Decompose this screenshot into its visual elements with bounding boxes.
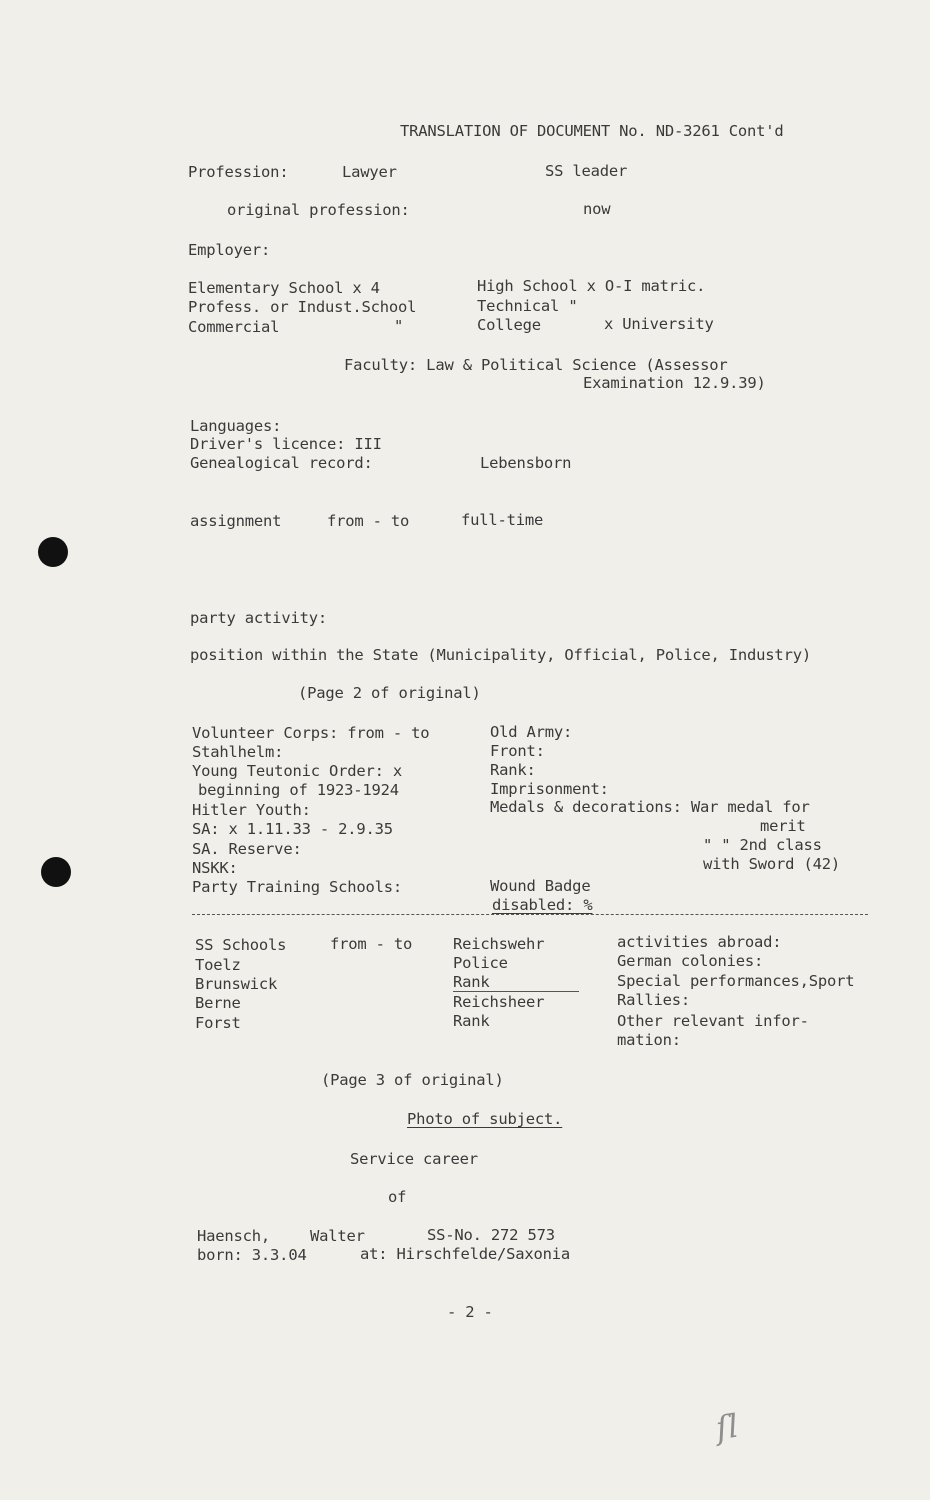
reichsheer-label: Reichsheer (453, 993, 545, 1011)
subject-surname: Haensch, (197, 1227, 271, 1245)
genealogical-value: Lebensborn (480, 454, 572, 472)
rank: Rank: (490, 761, 536, 779)
german-colonies: German colonies: (617, 952, 764, 970)
rank-rule (453, 991, 579, 992)
police-label: Police (453, 954, 508, 972)
front: Front: (490, 742, 545, 760)
medals-decorations: Medals & decorations: War medal for (490, 798, 810, 816)
position-within-state: position within the State (Municipality, Official, Police, Industry) (190, 646, 811, 664)
profession-value: Lawyer (342, 163, 397, 181)
languages-label: Languages: (190, 417, 282, 435)
page-3-marker: (Page 3 of original) (321, 1071, 504, 1089)
hitler-youth: Hitler Youth: (192, 801, 311, 819)
rank-label: Rank (453, 1012, 490, 1030)
faculty-line-1: Faculty: Law & Political Science (Assessor (344, 356, 728, 374)
drivers-licence: Driver's licence: III (190, 435, 382, 453)
medal-with-sword: with Sword (42) (703, 855, 840, 873)
subject-born: born: 3.3.04 (197, 1246, 307, 1264)
ss-schools-label: SS Schools (195, 936, 287, 954)
profession-current: SS leader (545, 162, 628, 180)
photo-of-subject: Photo of subject. (407, 1110, 563, 1128)
other-relevant-info-cont: mation: (617, 1031, 681, 1049)
assignment-from-to: from - to (327, 512, 410, 530)
ss-school-item: Toelz (195, 956, 241, 974)
faculty-line-2: Examination 12.9.39) (583, 374, 766, 392)
old-army: Old Army: (490, 723, 573, 741)
party-training-schools: Party Training Schools: (192, 878, 403, 896)
volunteer-corps: Volunteer Corps: from - to (192, 724, 430, 742)
punch-hole (38, 537, 68, 567)
now-label: now (583, 200, 611, 218)
handwritten-initials: ſl (713, 1406, 741, 1448)
ss-school-item: Berne (195, 994, 241, 1012)
subject-ss-number: SS-No. 272 573 (427, 1226, 555, 1244)
employer-label: Employer: (188, 241, 271, 259)
ss-school-item: Forst (195, 1014, 241, 1032)
ss-schools-from-to: from - to (330, 935, 413, 953)
young-teutonic-dates: beginning of 1923-1924 (198, 781, 399, 799)
document-header: TRANSLATION OF DOCUMENT No. ND-3261 Cont'd (400, 122, 784, 140)
education-high-school: High School x O-I matric. (477, 277, 706, 295)
service-career: Service career (350, 1150, 478, 1168)
education-commercial: Commercial (188, 318, 280, 336)
punch-hole (41, 857, 71, 887)
assignment-label: assignment (190, 512, 282, 530)
genealogical-label: Genealogical record: (190, 454, 373, 472)
assignment-full-time: full-time (461, 511, 544, 529)
stahlhelm: Stahlhelm: (192, 743, 284, 761)
disabled: disabled: % (492, 896, 593, 914)
nskk: NSKK: (192, 859, 238, 877)
education-elementary: Elementary School x 4 (188, 279, 380, 297)
education-technical: Technical " (477, 297, 578, 315)
wound-badge: Wound Badge (490, 877, 591, 895)
medal-second-class: " " 2nd class (703, 836, 822, 854)
rank-label: Rank (453, 973, 490, 991)
education-college: College (477, 316, 541, 334)
ss-school-item: Brunswick (195, 975, 278, 993)
original-profession-label: original profession: (227, 201, 410, 219)
page-2-marker: (Page 2 of original) (298, 684, 481, 702)
education-professional: Profess. or Indust.School (188, 298, 417, 316)
rallies: Rallies: (617, 991, 691, 1009)
young-teutonic-order: Young Teutonic Order: x (192, 762, 403, 780)
sa-reserve: SA. Reserve: (192, 840, 302, 858)
special-performances: Special performances,Sport (617, 972, 855, 990)
education-ditto: " (394, 317, 404, 335)
of-label: of (388, 1188, 407, 1206)
other-relevant-info: Other relevant infor- (617, 1012, 809, 1030)
medal-merit: merit (760, 817, 806, 835)
section-divider (192, 914, 868, 915)
page-number: - 2 - (447, 1303, 493, 1321)
imprisonment: Imprisonment: (490, 780, 609, 798)
sa-membership: SA: x 1.11.33 - 2.9.35 (192, 820, 393, 838)
subject-given-name: Walter (310, 1227, 365, 1245)
education-university: x University (604, 315, 714, 333)
party-activity-label: party activity: (190, 609, 327, 627)
activities-abroad: activities abroad: (617, 933, 782, 951)
reichswehr-label: Reichswehr (453, 935, 545, 953)
subject-birthplace: at: Hirschfelde/Saxonia (360, 1245, 571, 1263)
profession-label: Profession: (188, 163, 289, 181)
